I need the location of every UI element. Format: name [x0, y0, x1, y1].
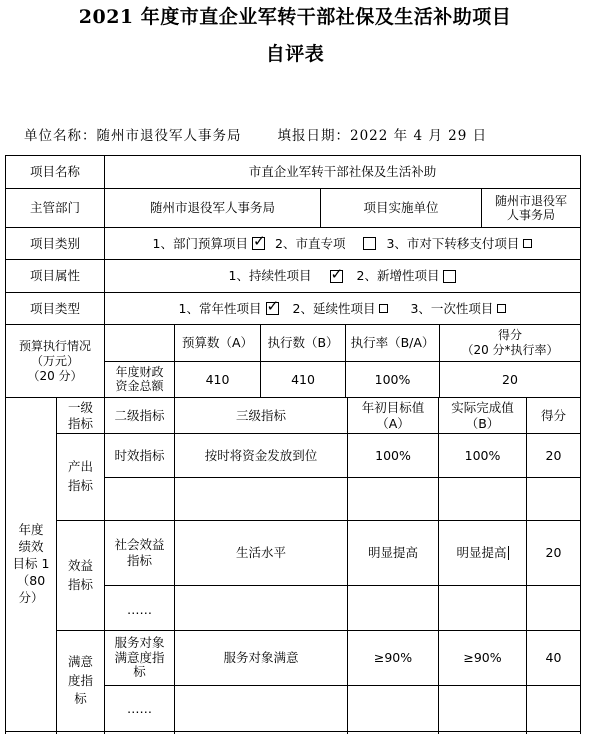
budget-score-value: 20 — [502, 371, 518, 387]
benefit-score: 20 — [545, 545, 562, 561]
satisfaction-more: …… — [127, 700, 152, 716]
budget-row-label: 年度财政 资金总额 — [115, 364, 164, 393]
output-score: 20 — [545, 447, 562, 463]
title-line-1: 2021 年度市直企业军转干部社保及生活补助项目 — [78, 6, 512, 28]
budget-col-exec: 执行数（B） — [267, 335, 339, 351]
title-line-2: 自评表 — [265, 43, 325, 65]
perf-h-level2: 二级指标 — [114, 407, 165, 423]
impl-unit-label: 项目实施单位 — [363, 200, 439, 216]
dept-label: 主管部门 — [29, 200, 80, 216]
category-opt1-checkbox[interactable] — [252, 237, 265, 250]
budget-col-budget: 预算数（A） — [181, 335, 254, 351]
project-name-label: 项目名称 — [29, 164, 80, 180]
type-options — [105, 293, 580, 324]
category-options — [105, 228, 580, 259]
output-indicator-label: 产出 指标 — [67, 459, 93, 493]
budget-value: 410 — [205, 371, 230, 387]
satisfaction-target: ≥90% — [373, 650, 413, 666]
type-label: 项目类型 — [29, 300, 80, 316]
benefit-level3: 生活水平 — [235, 545, 286, 561]
category-opt3-checkbox[interactable] — [523, 239, 532, 248]
benefit-indicator-label: 效益 指标 — [67, 557, 93, 592]
type-opt3-checkbox[interactable] — [497, 304, 506, 313]
impl-unit-value: 随州市退役军 人事务局 — [494, 193, 567, 222]
attr-opt1-checkbox[interactable] — [330, 270, 343, 283]
perf-side-label: 年度 绩效 目标 1 （80 分） — [12, 522, 50, 605]
attr-opt1: 1、持续性项目 — [228, 268, 312, 284]
satisfaction-actual: ≥90% — [463, 650, 502, 666]
satisfaction-score: 40 — [545, 650, 562, 666]
perf-h-level3: 三级指标 — [235, 407, 286, 423]
benefit-target: 明显提高 — [367, 545, 418, 561]
benefit-actual: 明显提高 — [456, 545, 507, 561]
category-label: 项目类别 — [29, 235, 80, 251]
output-level2: 时效指标 — [114, 447, 165, 463]
text-cursor — [508, 546, 509, 560]
unit-label: 单位名称： — [24, 128, 97, 144]
perf-h-level1: 一级 指标 — [67, 399, 93, 431]
project-name-value: 市直企业军转干部社保及生活补助 — [248, 164, 437, 180]
date-label: 填报日期： — [277, 128, 350, 144]
attr-opt2: 2、新增性项目 — [356, 268, 440, 284]
benefit-more: …… — [127, 602, 152, 618]
rate-value: 100% — [374, 371, 411, 387]
type-opt2: 2、延续性项目 — [292, 300, 376, 316]
category-opt1: 1、部门预算项目 — [152, 235, 249, 251]
attr-opt2-checkbox[interactable] — [443, 270, 456, 283]
attr-label: 项目属性 — [29, 268, 80, 284]
satisfaction-indicator-label: 满意 度指 标 — [67, 653, 93, 707]
dept-value: 随州市退役军人事务局 — [149, 200, 275, 216]
category-opt2: 2、市直专项 — [275, 235, 346, 251]
type-opt1: 1、常年性项目 — [178, 300, 262, 316]
satisfaction-level2: 服务对象 满意度指 标 — [114, 635, 165, 680]
date-value: 2022 年 4 月 29 日 — [350, 128, 488, 144]
exec-value: 410 — [291, 371, 315, 387]
type-opt3: 3、一次性项目 — [410, 300, 494, 316]
satisfaction-level3: 服务对象满意 — [223, 650, 299, 666]
output-target: 100% — [375, 447, 411, 463]
budget-label: 预算执行情况 （万元） （20 分） — [18, 338, 91, 383]
unit-value: 随州市退役军人事务局 — [96, 128, 242, 144]
output-level3: 按时将资金发放到位 — [204, 447, 318, 463]
perf-h-score: 得分 — [540, 407, 566, 423]
type-opt1-checkbox[interactable] — [266, 302, 279, 315]
budget-col-rate: 执行率（B/A） — [350, 335, 435, 351]
attr-options — [105, 260, 580, 292]
perf-h-actual: 实际完成值 （B） — [451, 399, 514, 431]
output-actual: 100% — [464, 447, 501, 463]
perf-h-target: 年初目标值 （A） — [361, 399, 425, 431]
category-opt2-checkbox[interactable] — [363, 237, 376, 250]
budget-col-score: 得分 （20 分*执行率） — [461, 328, 559, 357]
benefit-level2: 社会效益 指标 — [114, 537, 165, 568]
category-opt3: 3、市对下转移支付项目 — [386, 235, 520, 251]
type-opt2-checkbox[interactable] — [379, 304, 388, 313]
